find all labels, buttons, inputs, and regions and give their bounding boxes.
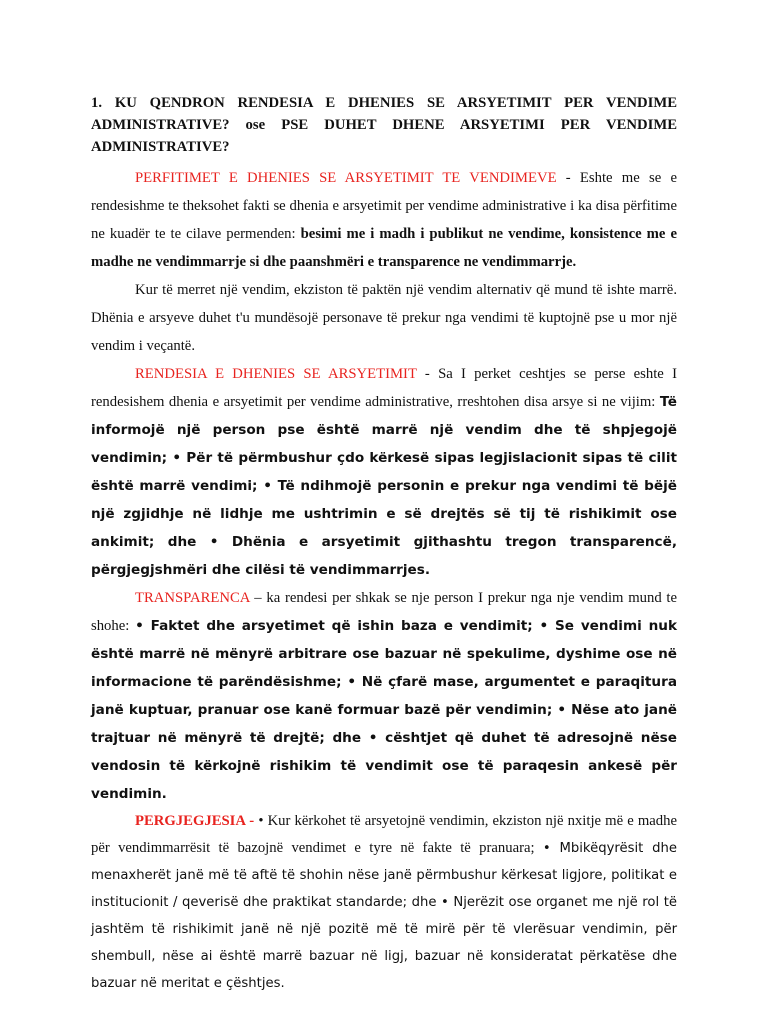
pergjegjesia-text-c: • Njerëzit ose organet me një rol të jashtëm të rishikimit janë në një pozitë më të mirë për të vlerësuar vendimin, për shembull, nëse ai është marrë bazuar në ligj, bazuar në konsideratat përkatëse dhe bazuar në meritat e çështjes. [91,895,677,991]
section-title-perfitimet: PERFITIMET E DHENIES SE ARSYETIMIT TE VENDIMEVE [135,170,557,186]
transparenca-text: – ka rendesi per shkak se nje person I prekur nga nje vendim mund te shohe: [91,590,677,634]
perfitimet-bold-text: besimi me i madh i publikut ne vendime, konsistence me e madhe ne vendimmarrje si dhe paanshmëri e transparence ne vendimmarrje. [91,226,677,270]
paragraph-perfitimet [91,164,677,276]
section-title-pergjegjesia: PERGJEGJESIA - [135,813,259,829]
transparenca-bold-text: • Faktet dhe arsyetimet që ishin baza e vendimit; • Se vendimi nuk është marrë në mënyrë arbitrare ose bazuar në spekulime, dyshime ose në informacione të parëndësishme; • Në çfarë mase, argumentet e paraqitura janë kuptuar, pranuar ose kanë formuar bazë për vendimin; • Nëse ato janë trajtuar në mënyrë të drejtë; dhe • cështjet që duhet të adresojnë nëse vendosin të kërkojnë rishikim të vendimit ose të paraqesin ankesë për vendimin. [91,618,677,802]
pergjegjesia-text-a: • Kur kërkohet të arsyetojnë vendimin, ekziston një nxitje më e madhe për vendimmarrësit të bazojnë vendimet e tyre në fakte të pranuara; [91,813,677,856]
rendesia-bold-text: Të informojë një person pse është marrë një vendim dhe të shpjegojë vendimin; • Për të përmbushur çdo kërkesë sipas legjislacionit sipas të cilit është marrë vendimi; • Të ndihmojë personin e prekur nga vendimi të bëjë një zgjidhje në lidhje me ushtrimin e së drejtës së tij të rishikimit ose ankimit; dhe • Dhënia e arsyetimit gjithashtu tregon transparencë, përgjegjshmëri dhe cilësi të vendimmarrjes. [91,394,677,578]
paragraph-rendesia [91,360,677,584]
question-text: KU QENDRON RENDESIA E DHENIES SE ARSYETIMIT PER VENDIME ADMINISTRATIVE? ose PSE DUHET DHENE ARSYETIMI PER VENDIME ADMINISTRATIVE? [91,95,678,155]
paragraph-transparenca [91,584,677,808]
question-number: 1. [91,95,103,111]
question-heading [91,92,677,158]
pergjegjesia-text-b: • Mbikëqyrësit dhe menaxherët janë më të aftë të shohin nëse janë përmbushur kërkesat ligjore, politikat e institucionit / qeverisë dhe praktikat standarde; dhe [91,841,677,910]
section-title-transparenca: TRANSPARENCA [135,590,250,606]
kur-text: Kur të merret një vendim, ekziston të paktën një vendim alternativ që mund të ishte marrë. Dhënia e arsyeve duhet t'u mundësojë personave të prekur nga vendimi të kuptojnë pse u mor një vendim i veçantë. [91,282,677,354]
document-page [91,92,677,997]
perfitimet-text: - Eshte me se e rendesishme te theksohet fakti se dhenia e arsyetimit per vendime administrative i ka disa përfitime ne kuadër te te cilave permenden: [91,170,677,242]
paragraph-kur [91,276,677,360]
paragraph-pergjegjesia [91,808,677,997]
rendesia-text: - Sa I perket ceshtjes se perse eshte I rendesishem dhenia e arsyetimit per vendime administrative, rreshtohen disa arsye si ne vijim: [91,366,677,410]
section-title-rendesia: RENDESIA E DHENIES SE ARSYETIMIT [135,366,417,382]
